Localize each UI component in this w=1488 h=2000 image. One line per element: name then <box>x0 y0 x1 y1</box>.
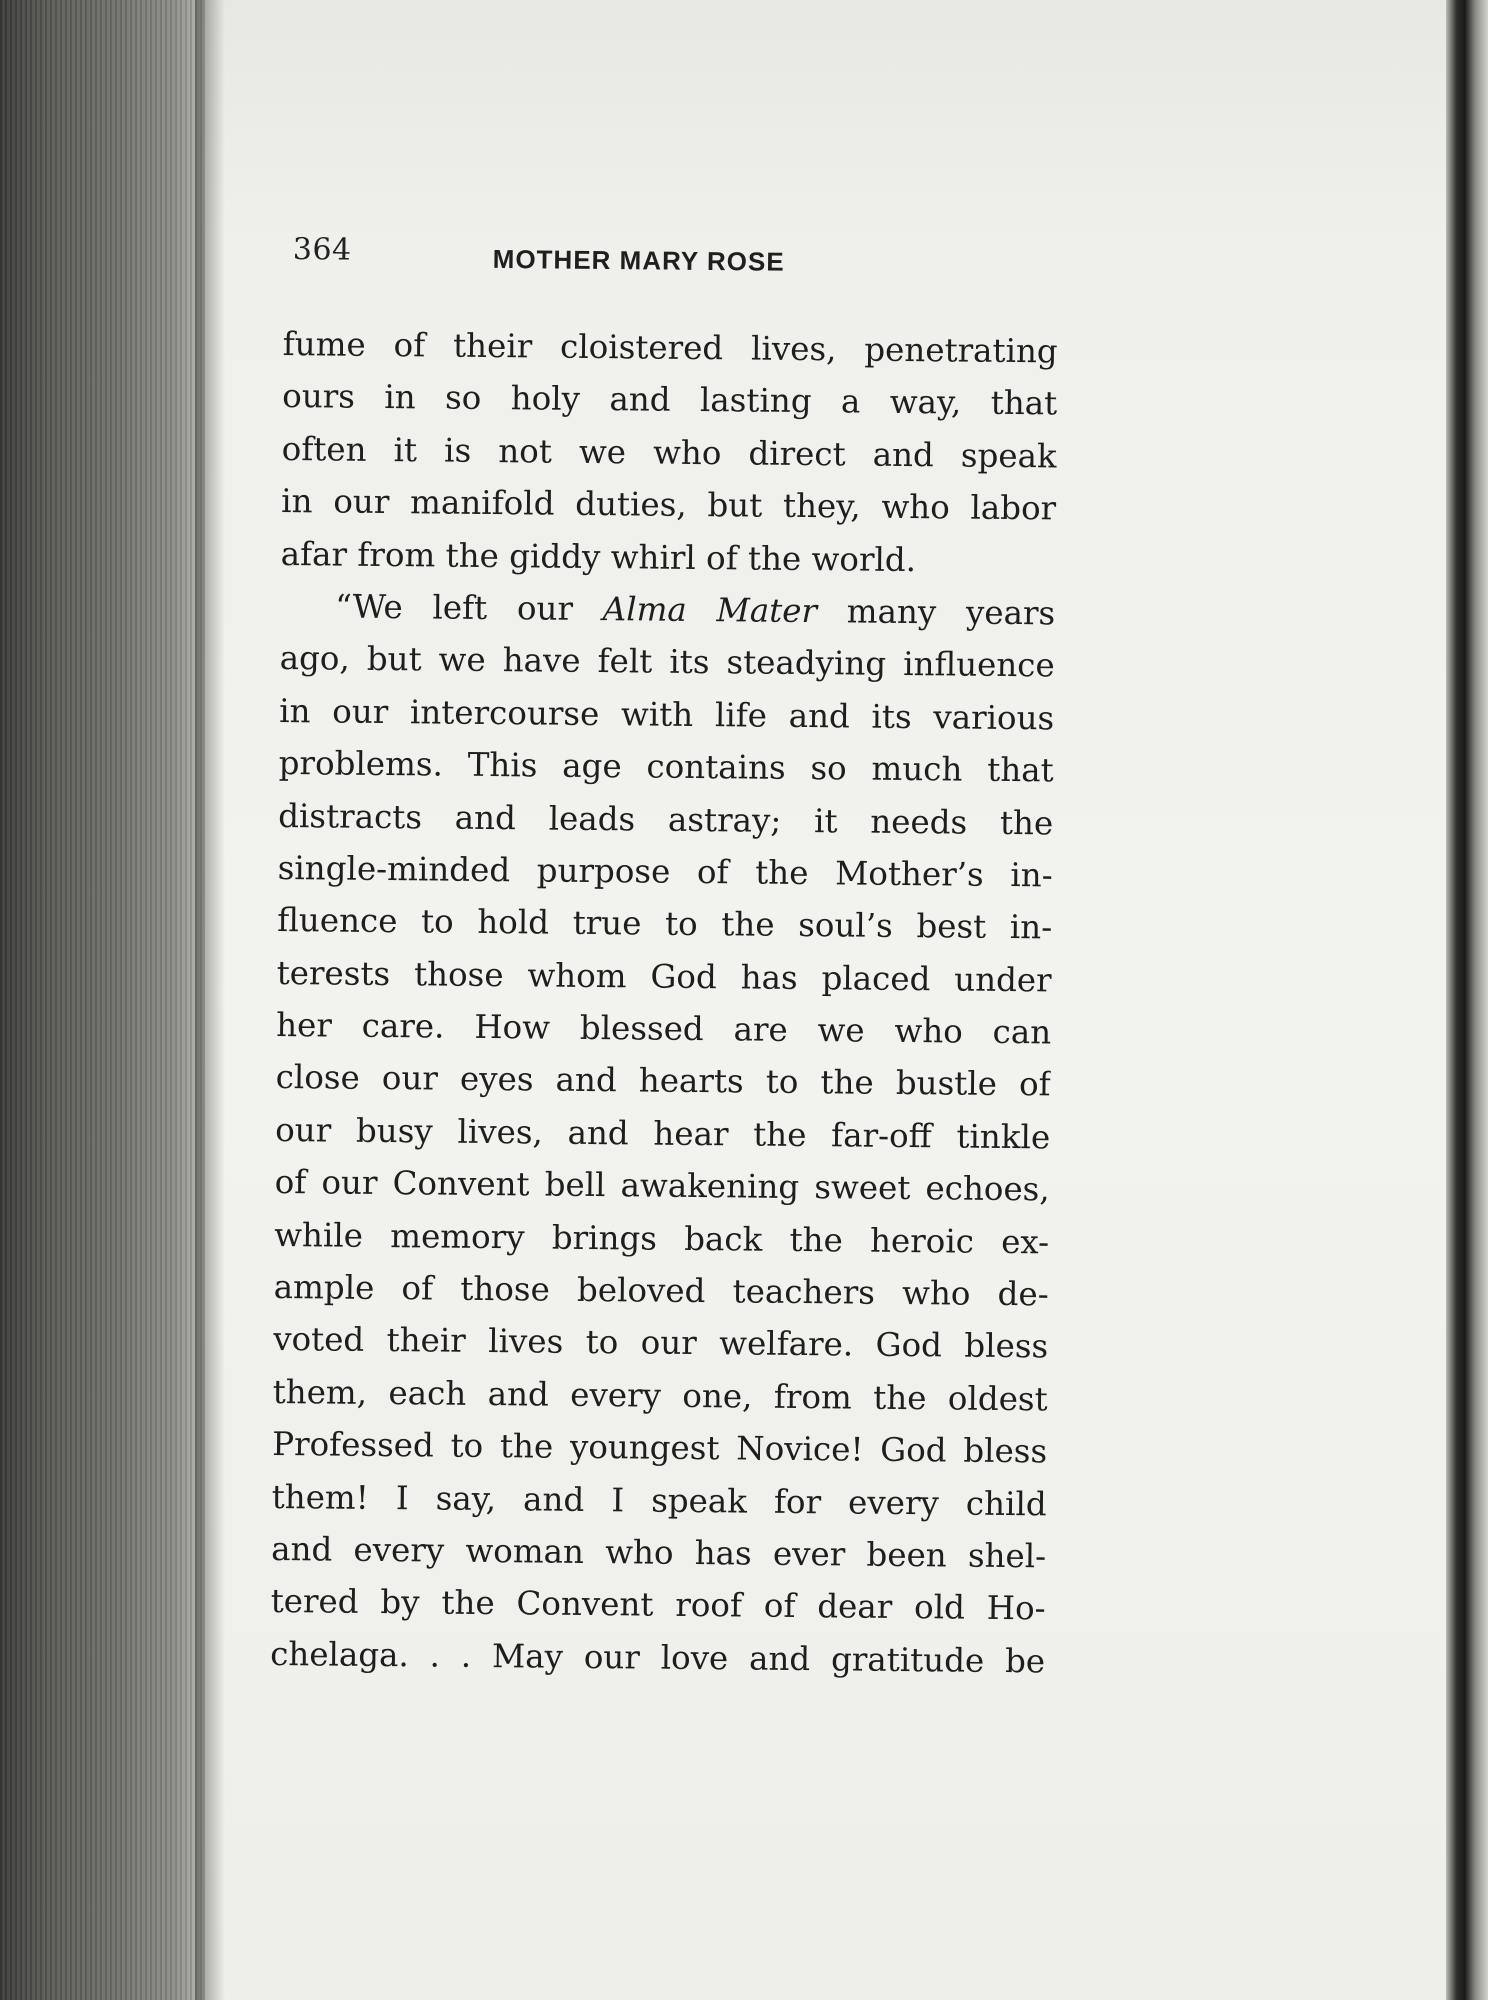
text-line: problems. This age contains so much that <box>278 744 1054 790</box>
text-line: ample of those beloved teachers who de- <box>273 1267 1049 1314</box>
text-line: distracts and leads astray; it needs the <box>278 796 1054 842</box>
text-line: Professed to the youngest Novice! God bless <box>272 1425 1048 1471</box>
text-line: tered by the Convent roof of dear old Ho- <box>270 1582 1046 1628</box>
italic-title: Alma Mater <box>602 590 818 631</box>
page-number: 364 <box>292 232 352 268</box>
text-line: close our eyes and hearts to the bustle of <box>275 1058 1051 1104</box>
text-line: our busy lives, and hear the far-off tinkle <box>275 1110 1051 1157</box>
text-line: and every woman who has ever been shel- <box>271 1529 1047 1576</box>
running-head: MOTHER MARY ROSE <box>492 243 785 277</box>
gutter-shadow <box>195 0 225 2000</box>
text-line: afar from the giddy whirl of the world. <box>280 534 917 579</box>
text-line: in our manifold duties, but they, who labor <box>281 482 1057 528</box>
text-line: often it is not we who direct and speak <box>281 429 1057 476</box>
text-line: single-minded purpose of the Mother’s in- <box>277 848 1053 895</box>
text-line: chelaga. . . May our love and gratitude be <box>269 1634 1046 1681</box>
text-line: while memory brings back the heroic ex- <box>274 1215 1050 1262</box>
text-line: ours in so holy and lasting a way, that <box>282 377 1058 423</box>
text-line: ago, but we have felt its steadying influence <box>279 639 1055 685</box>
book-edge <box>0 0 205 2000</box>
text-line: fume of their cloistered lives, penetrating <box>282 324 1058 371</box>
page-header <box>293 232 1053 289</box>
text-line: fluence to hold true to the soul’s best in- <box>277 901 1053 947</box>
text-line: voted their lives to our welfare. God bless <box>273 1320 1049 1366</box>
text-segment: “We left our <box>335 587 603 629</box>
paragraph-opening-line <box>280 580 1055 640</box>
adjacent-page-edge <box>1446 0 1488 2000</box>
body-text <box>270 318 1058 1688</box>
text-segment: many years <box>816 592 1056 633</box>
text-line: terests those whom God has placed under <box>276 953 1052 1000</box>
text-line: of our Convent bell awakening sweet echoes, <box>274 1163 1050 1209</box>
text-line: in our intercourse with life and its various <box>279 691 1055 738</box>
text-line: her care. How blessed are we who can <box>276 1006 1052 1052</box>
text-line: them, each and every one, from the oldest <box>272 1372 1048 1419</box>
text-line: them! I say, and I speak for every child <box>271 1477 1047 1523</box>
